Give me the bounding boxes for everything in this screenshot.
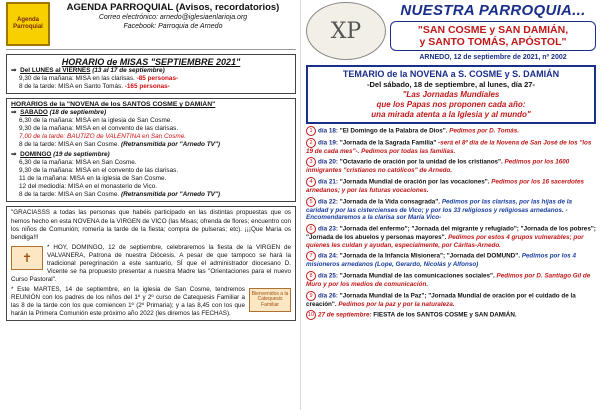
catequesis-image-icon: Bienvenidos a la Catequesis Familiar xyxy=(249,288,291,312)
notices-box xyxy=(6,206,296,321)
right-page xyxy=(302,0,600,410)
day-item: 8 día 25: "Jornada Mundial de las comunicaciones sociales". Pedimos por D. Santiago Gil de Muro y por los medios de comunicación. xyxy=(306,272,591,289)
page-divider xyxy=(300,0,301,410)
notice-meeting: * Este MARTES, 14 de septiembre, en la iglesia de San Cosme, tendremos REUNIÓN con los padres de los niños del 1º y 2º curso de Catequesis Familiar a las 8 de la tarde con los que comiencen 1º (2º Primaria); y a las 8,45 con los que harán la Primera Comunión este próximo año 2022 (les diremos las FECHAS). xyxy=(11,285,245,318)
temario-box xyxy=(306,65,596,124)
misas-title: HORARIO de MISAS "SEPTIEMBRE 2021" xyxy=(61,57,241,67)
sunday-item: 11 de la mañana: MISA en la iglesia de San Cosme. xyxy=(19,175,167,183)
agenda-facebook: Facebook: Parroquia de Arnedo xyxy=(123,22,223,30)
sunday-heading: ⇒ DOMINGO (19 de septiembre) xyxy=(11,151,110,159)
agenda-header xyxy=(6,2,296,50)
agenda-title: AGENDA PARROQUIAL (Avisos, recordatorios) xyxy=(66,2,280,13)
weekday-label: Del LUNES al VIERNES xyxy=(20,67,91,74)
sunday-item: 9,30 de la mañana: MISA en el convento de las clarisas. xyxy=(19,167,179,175)
agenda-header-info xyxy=(50,2,296,46)
temario-phrase: una mirada atenta a la Iglesia y al mundo" xyxy=(371,109,531,119)
temario-phrase: que los Papas nos proponen cada año: xyxy=(376,99,526,109)
misas-box xyxy=(6,54,296,94)
day-item: 3 día 20: "Octavario de oración por la unidad de los cristianos". Pedimos por los 1600 inmigrantes "cristianos no católicos" de Arnedo. xyxy=(306,159,570,175)
day-item: 2 día 19: "Jornada de la Sagrada Familia" -será el 8º día de la Novena de San José de los "los 19 de cada mes"-. Pedimos por todas las familias. xyxy=(306,139,592,155)
day-item: 4 día 21: "Jornada Mundial de oración por las vocaciones". Pedimos por los 16 sacerdotes arnedanos; y por las futuras vocaciones. xyxy=(306,178,584,195)
parish-title-block xyxy=(390,2,596,61)
weekday-heading xyxy=(11,67,291,75)
parish-title: NUESTRA PARROQUIA... xyxy=(400,2,586,19)
arrow-icon: ⇒ xyxy=(11,109,17,117)
saturday-item: 8 de la tarde: MISA en San Cosme. (Retransmitida por "Arnedo TV") xyxy=(19,141,221,149)
notice-meeting-wrap xyxy=(11,286,291,318)
temario-range: -Del sábado, 18 de septiembre, al lunes, día 27- xyxy=(367,80,535,90)
days-list xyxy=(306,126,596,321)
novena-title: HORARIOS de la "NOVENA de los SANTOS COSME y DAMIÁN" xyxy=(11,101,216,108)
sunday-item: 12 del mediodía: MISA en el monasterio de Vico. xyxy=(19,183,158,191)
saturday-heading: ⇒ SÁBADO (18 de septiembre) xyxy=(11,109,107,117)
weekday-range: (13 al 17 de septiembre) xyxy=(92,67,165,74)
day-item: 7 día 24: "Jornada de la Infancia Misionera"; "Jornada del DOMUND". Pedimos por los 4 misioneros arnedanos (Lope, Gerardo, Nicolás y Alfonso) xyxy=(306,253,576,269)
issue-date: ARNEDO, 12 de septiembre de 2021, nº 2002 xyxy=(419,54,567,62)
weekday-mass-2: 8 de la tarde: MISA en Santo Tomás. -165 personas- xyxy=(19,83,170,90)
arrow-icon: ⇒ xyxy=(11,151,17,159)
notice-valvanera-wrap xyxy=(11,244,291,284)
day-item: 1 día 18: "El Domingo de la Palabra de Dios". Pedimos por D. Tomás. xyxy=(306,126,596,136)
day-item: 9 día 26: "Jornada Mundial de la Paz"; "Jornada Mundial de oración por el cuidado de la creación". Pedimos por la paz y por la naturaleza. xyxy=(306,292,576,308)
temario-phrase: "Las Jornadas Mundiales xyxy=(402,89,500,99)
saturday-item: 7,00 de la tarde: BAUTIZO de VALENTINA en San Cosme. xyxy=(19,133,187,141)
parish-seal-icon: XP xyxy=(306,2,386,60)
parish-header xyxy=(306,2,596,61)
sunday-item: 6,30 de la mañana: MISA en San Cosme. xyxy=(19,159,137,167)
valvanera-image-icon: ✝ xyxy=(11,246,43,270)
day-item: 6 día 23: "Jornada del enfermo"; "Jornada del migrante y refugiado"; "Jornada de los pobres"; "Jornada de los abuelos y personas mayores". Pedimos por estos 4 grupos vulnerables; por quienes les cuidan y ayudan, especialmente, por Cáritas-Arnedo. xyxy=(306,225,596,249)
parish-subtitle: "SAN COSME y SAN DAMIÁN, y SANTO TOMÁS, APÓSTOL" xyxy=(390,21,596,51)
saturday-item: 9,30 de la mañana: MISA en el convento de las clarisas. xyxy=(19,125,179,133)
notice-valvanera: * HOY, DOMINGO, 12 de septiembre, celebraremos la fiesta de la VIRGEN de VALVANERA, Patrona de nuestra Diócesis. A pesar de que tampoco se hará la tradicional peregrinación a este santuario, SÍ que el administrador diocesano D. Vicente se ha propuesto presentar a nuestra Madre las "Orientaciones para el nuevo Curso Pastoral". xyxy=(11,243,291,283)
weekday-mass-1: 9,30 de la mañana: MISA en las clarisas. -85 personas- xyxy=(19,75,179,82)
sunday-item: 8 de la tarde: MISA en San Cosme. (Retransmitida por "Arnedo TV") xyxy=(19,191,221,199)
novena-box xyxy=(6,98,296,202)
arrow-icon: ⇒ xyxy=(11,67,17,74)
day-item: 10 27 de septiembre: FIESTA de los SANTOS COSME y SAN DAMIÁN. xyxy=(307,312,517,320)
notice-graciasss: "GRACIASSS a todas las personas que habéis participado en las distintas propuestas que os hemos hecho en esta NOVENA de la VIRGEN de VICO (las Misas; ofrenda de flores; encuentro con los niños de Comunión; romería la tarde de la fiesta; compra de pulseras; etc). ¡¡¡Que María os bendiga!!! xyxy=(11,209,291,241)
agenda-email: Correo electrónico: arnedo@iglesiaenlarioja.org xyxy=(98,13,248,21)
day-item: 5 día 22: "Jornada de la Vida consagrada". Pedimos por las clarisas, por las hijas de la caridad y por las cistercienses de Vico; y por los 33 religiosos y religiosas arnedanos. -Encomendaremos a la clarisa sor María Vico- xyxy=(306,198,573,222)
temario-title: TEMARIO de la NOVENA a S. COSME y S. DAMIÁN xyxy=(342,69,560,80)
agenda-logo: Agenda Parroquial xyxy=(6,2,50,46)
saturday-item: 6,30 de la mañana: MISA en la iglesia de San Cosme. xyxy=(19,117,173,125)
